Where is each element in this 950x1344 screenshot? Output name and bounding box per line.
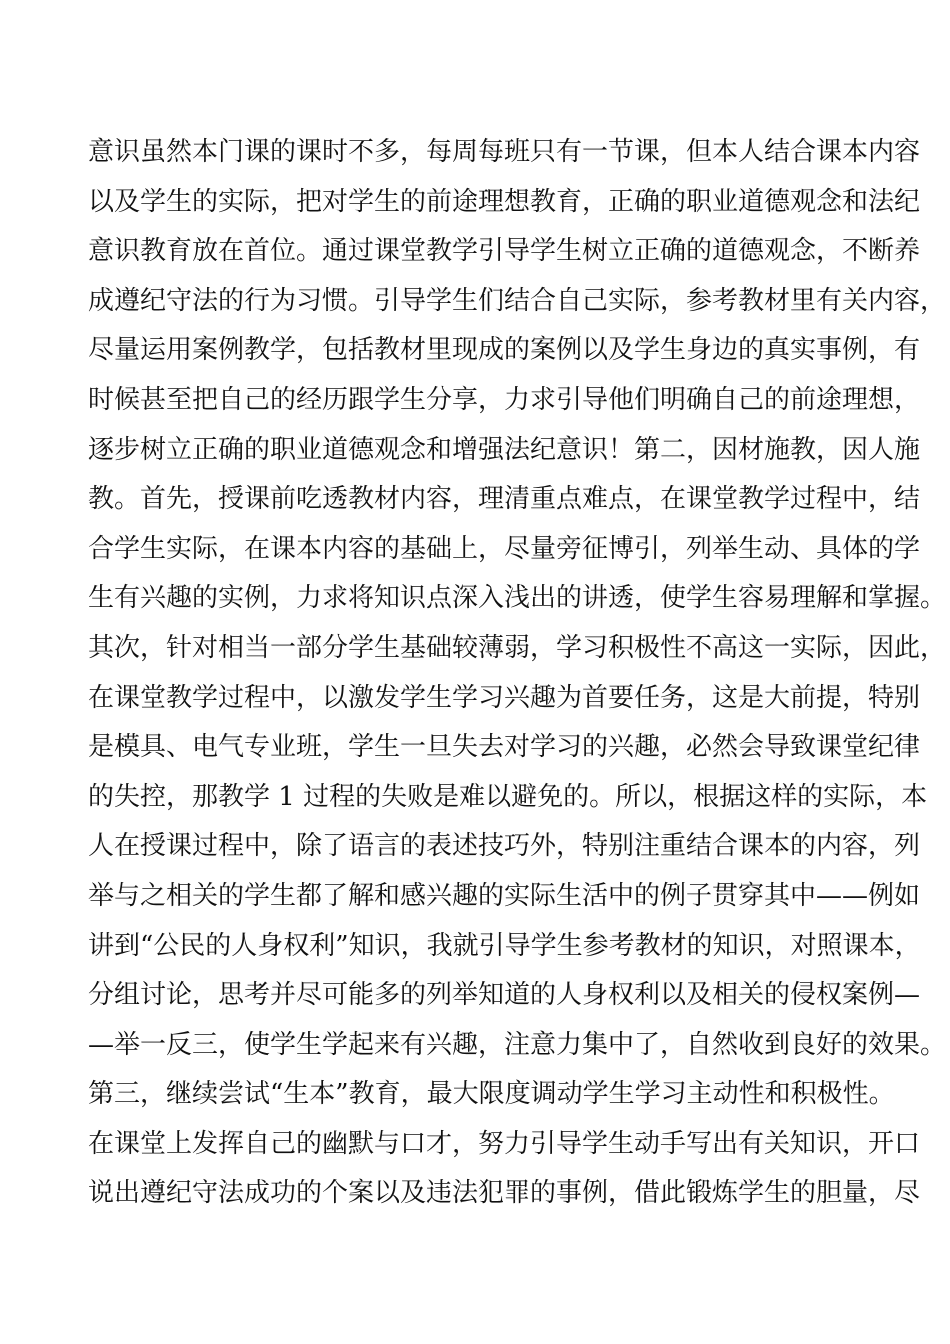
text-line: 合学生实际，在课本内容的基础上，尽量旁征博引，列举生动、具体的学: [88, 533, 921, 564]
text-line: 举与之相关的学生都了解和感兴趣的实际生活中的例子贯穿其中——例如: [88, 880, 921, 911]
text-line: —举一反三，使学生学起来有兴趣，注意力集中了，自然收到良好的效果。: [88, 1029, 947, 1060]
text-line: 逐步树立正确的职业道德观念和增强法纪意识！第二，因材施教，因人施: [88, 434, 921, 465]
text-line: 第三，继续尝试“生本”教育，最大限度调动学生学习主动性和积极性。: [88, 1079, 895, 1110]
text-line: 成遵纪守法的行为习惯。引导学生们结合自己实际，参考教材里有关内容，: [88, 285, 947, 316]
text-line: 的失控，那教学 1 过程的失败是难以避免的。所以，根据这样的实际，本: [88, 781, 928, 812]
text-line: 是模具、电气专业班，学生一旦失去对学习的兴趣，必然会导致课堂纪律: [88, 732, 921, 763]
text-line: 时候甚至把自己的经历跟学生分享，力求引导他们明确自己的前途理想，: [88, 384, 921, 415]
text-line: 其次，针对相当一部分学生基础较薄弱，学习积极性不高这一实际，因此，: [88, 632, 947, 663]
text-line: 在课堂教学过程中，以激发学生学习兴趣为首要任务，这是大前提，特别: [88, 682, 921, 713]
text-line: 分组讨论，思考并尽可能多的列举知道的人身权利以及相关的侵权案例—: [88, 980, 921, 1011]
text-line: 意识虽然本门课的课时不多，每周每班只有一节课，但本人结合课本内容: [88, 137, 921, 167]
text-line: 以及学生的实际，把对学生的前途理想教育，正确的职业道德观念和法纪: [88, 186, 921, 217]
text-line: 意识教育放在首位。通过课堂教学引导学生树立正确的道德观念，不断养: [88, 236, 921, 267]
text-line: 人在授课过程中，除了语言的表述技巧外，特别注重结合课本的内容，列: [88, 831, 921, 862]
text-line: 生有兴趣的实例，力求将知识点深入浅出的讲透，使学生容易理解和掌握。: [88, 583, 947, 614]
text-line: 教。首先，授课前吃透教材内容，理清重点难点，在课堂教学过程中，结: [88, 484, 921, 515]
text-line: 在课堂上发挥自己的幽默与口才，努力引导学生动手写出有关知识，开口: [88, 1128, 921, 1159]
body-text: [88, 128, 947, 1219]
text-line: 讲到“公民的人身权利”知识，我就引导学生参考教材的知识，对照课本，: [88, 930, 921, 961]
text-line: 说出遵纪守法成功的个案以及违法犯罪的事例，借此锻炼学生的胆量，尽: [88, 1178, 921, 1209]
text-line: 尽量运用案例教学，包括教材里现成的案例以及学生身边的真实事例，有: [88, 335, 921, 366]
